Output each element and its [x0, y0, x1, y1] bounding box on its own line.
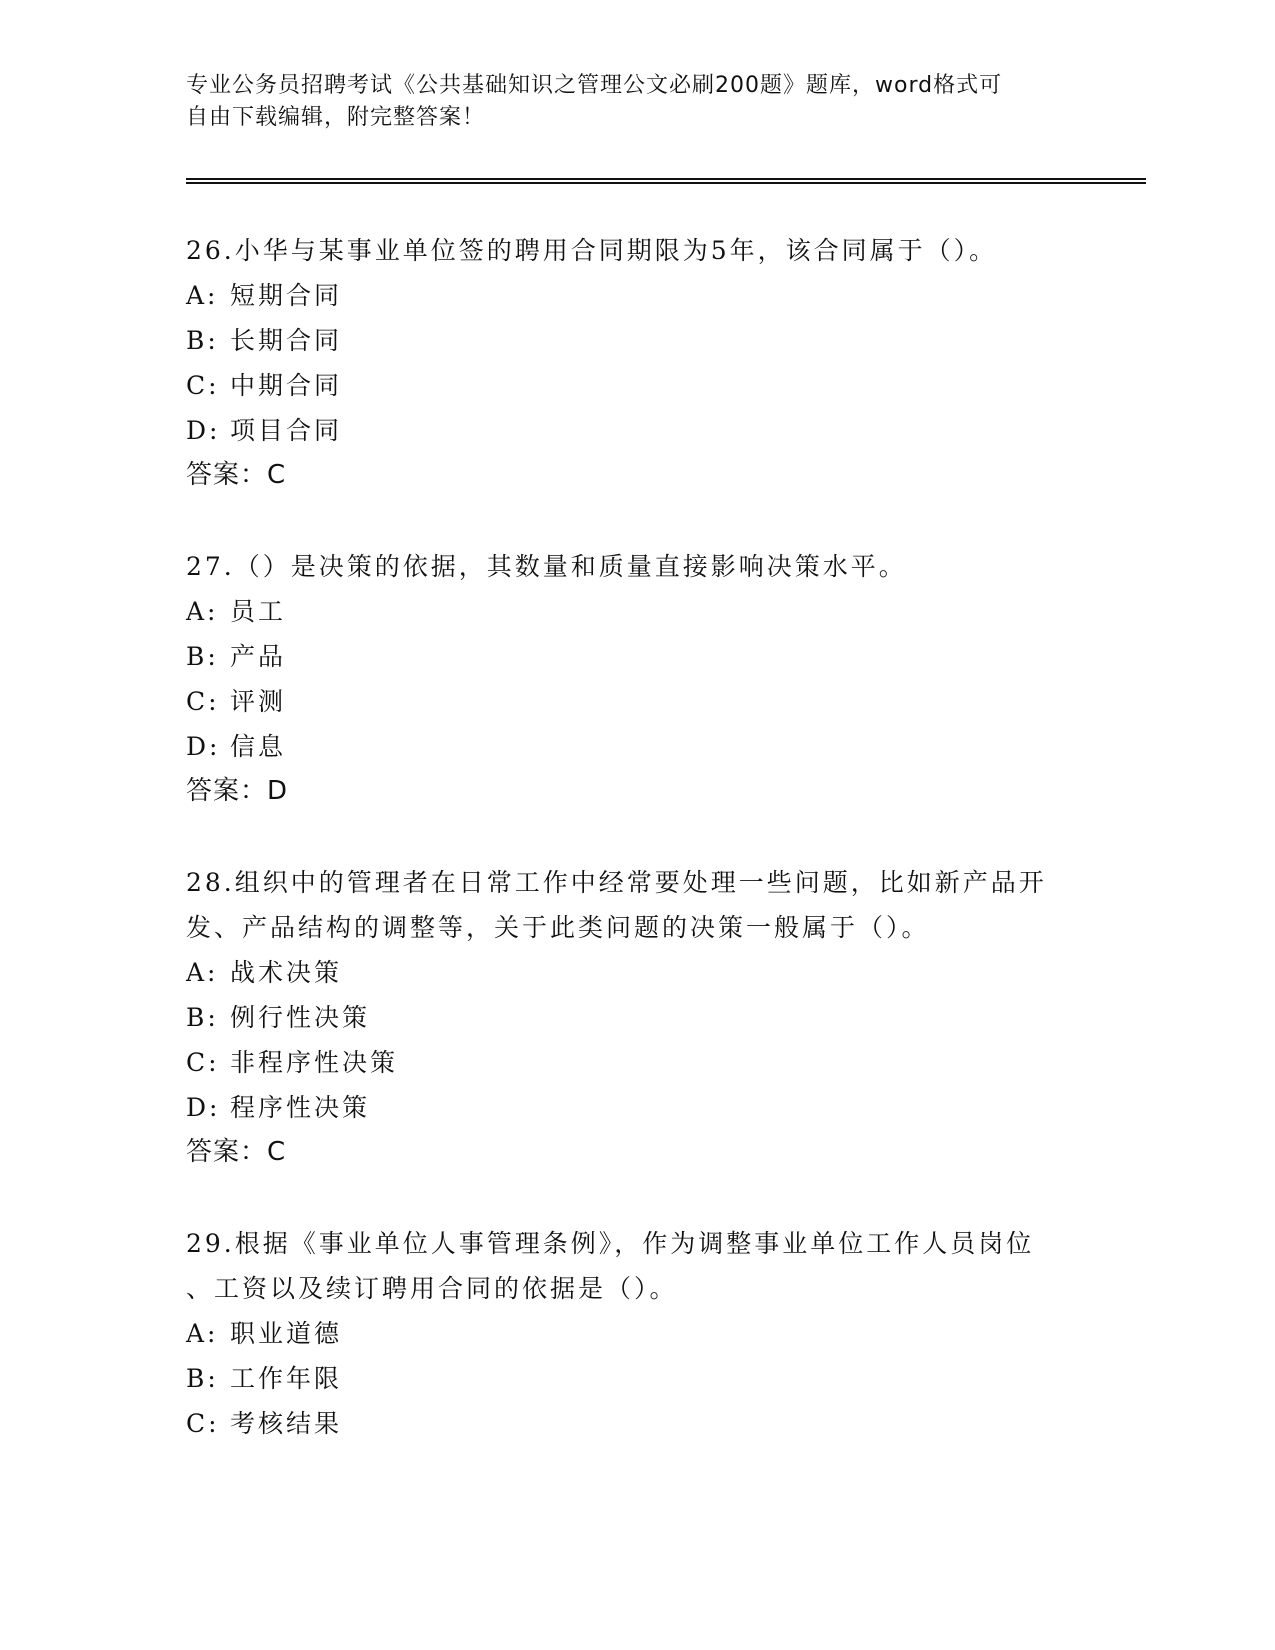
header-divider-top — [186, 178, 1146, 180]
answer-option — [186, 363, 1086, 408]
answer-option — [186, 634, 1086, 679]
answer-value: D — [267, 776, 289, 806]
question-stem: 28.组织中的管理者在日常工作中经常要处理一些问题，比如新产品开 — [186, 868, 1047, 897]
answer-option — [186, 950, 1086, 995]
option-letter: C: — [186, 1048, 220, 1077]
answer-option — [186, 1401, 1086, 1446]
question-stem: 、工资以及续订聘用合同的依据是（）。 — [186, 1274, 678, 1303]
answer-value: C — [267, 1137, 287, 1167]
question-block — [186, 228, 1086, 498]
option-text: 中期合同 — [230, 371, 343, 400]
question-stem: 发、产品结构的调整等，关于此类问题的决策一般属于（）。 — [186, 913, 930, 942]
option-text: 职业道德 — [230, 1319, 343, 1348]
option-letter: D: — [186, 1093, 221, 1122]
option-text: 战术决策 — [230, 958, 343, 987]
option-letter: C: — [186, 371, 220, 400]
header-line-2: 自由下载编辑，附完整答案！ — [186, 105, 486, 130]
answer-option — [186, 273, 1086, 318]
answer-option — [186, 318, 1086, 363]
answer-line — [186, 769, 1086, 814]
answer-line — [186, 1130, 1086, 1175]
answer-line — [186, 453, 1086, 498]
option-text: 项目合同 — [230, 416, 343, 445]
answer-value: C — [267, 460, 287, 490]
answer-label: 答案： — [186, 776, 268, 806]
option-letter: B: — [186, 326, 219, 355]
option-text: 考核结果 — [230, 1409, 343, 1438]
option-letter: A: — [186, 281, 219, 310]
question-list — [186, 228, 1086, 1492]
question-stem: 29.根据《事业单位人事管理条例》，作为调整事业单位工作人员岗位 — [186, 1229, 1035, 1258]
answer-option — [186, 1311, 1086, 1356]
question-block — [186, 544, 1086, 814]
option-text: 例行性决策 — [230, 1003, 371, 1032]
answer-option — [186, 589, 1086, 634]
option-letter: A: — [186, 597, 219, 626]
option-text: 非程序性决策 — [230, 1048, 399, 1077]
option-text: 信息 — [230, 732, 287, 761]
option-text: 短期合同 — [230, 281, 343, 310]
question-stem: 26.小华与某事业单位签的聘用合同期限为5年，该合同属于（）。 — [186, 236, 998, 265]
answer-label: 答案： — [186, 460, 268, 490]
option-text: 员工 — [230, 597, 287, 626]
option-letter: D: — [186, 732, 221, 761]
question-stem: 27.（）是决策的依据，其数量和质量直接影响决策水平。 — [186, 552, 907, 581]
answer-option — [186, 679, 1086, 724]
option-letter: A: — [186, 958, 219, 987]
option-text: 长期合同 — [230, 326, 343, 355]
option-letter: D: — [186, 416, 221, 445]
option-text: 评测 — [230, 687, 287, 716]
answer-option — [186, 1085, 1086, 1130]
answer-label: 答案： — [186, 1137, 268, 1167]
document-header — [186, 70, 1066, 134]
option-letter: B: — [186, 1364, 219, 1393]
option-letter: A: — [186, 1319, 219, 1348]
answer-option — [186, 995, 1086, 1040]
answer-option — [186, 408, 1086, 453]
question-block — [186, 860, 1086, 1175]
option-text: 产品 — [230, 642, 287, 671]
option-letter: B: — [186, 1003, 219, 1032]
option-text: 工作年限 — [230, 1364, 343, 1393]
option-letter: C: — [186, 1409, 220, 1438]
option-text: 程序性决策 — [230, 1093, 371, 1122]
header-divider-bottom — [186, 182, 1146, 184]
answer-option — [186, 1040, 1086, 1085]
header-line-1: 专业公务员招聘考试《公共基础知识之管理公文必刷200题》题库，word格式可 — [186, 73, 1003, 98]
option-letter: C: — [186, 687, 220, 716]
answer-option — [186, 724, 1086, 769]
option-letter: B: — [186, 642, 219, 671]
question-block — [186, 1221, 1086, 1446]
answer-option — [186, 1356, 1086, 1401]
